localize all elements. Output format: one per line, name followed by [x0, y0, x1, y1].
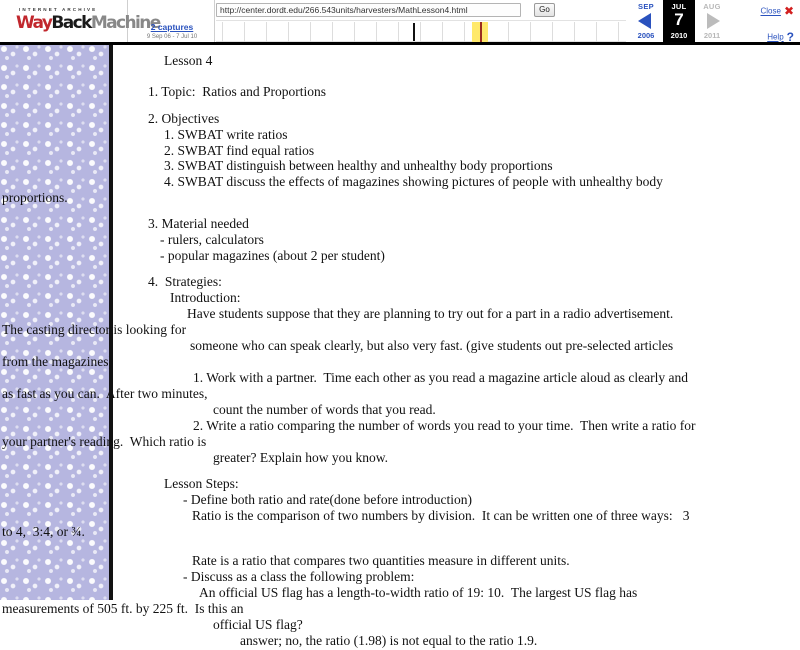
timeline-tick — [244, 22, 245, 42]
document-line: - Define both ratio and rate(done before introduction) — [183, 492, 473, 507]
help-link[interactable] — [767, 30, 794, 44]
document-line: 4. SWBAT discuss the effects of magazines showing pictures of people with unhealthy body — [164, 174, 663, 189]
wayback-machine-wordmark — [16, 13, 160, 33]
document-line: 3. SWBAT distinguish between healthy and unhealthy body proportions — [164, 158, 553, 173]
timeline-tick — [420, 22, 421, 42]
document-line: someone who can speak clearly, but also very fast. (give students out pre-selected articles — [190, 338, 674, 353]
next-capture-nav[interactable] — [696, 0, 728, 42]
timeline-tick — [354, 22, 355, 42]
captures-date-range: 9 Sep 06 - 7 Jul 10 — [146, 34, 198, 40]
document-line: count the number of words that you read. — [213, 402, 436, 417]
document-line: 1. Work with a partner. Time each other as you read a magazine article aloud as clearly and — [193, 370, 688, 385]
timeline-selected-capture-marker[interactable] — [480, 22, 482, 42]
current-year-label: 2010 — [670, 31, 688, 40]
current-day-label: 7 — [674, 10, 684, 29]
help-label: Help — [767, 32, 784, 42]
wordmark-machine: Machine — [90, 13, 160, 33]
capture-timeline[interactable] — [216, 20, 626, 42]
next-year-label: 2011 — [703, 31, 721, 40]
timeline-tick — [530, 22, 531, 42]
prev-month-label: SEP — [638, 2, 654, 11]
current-capture-date — [663, 0, 695, 42]
document-line: Lesson 4 — [164, 53, 213, 68]
timeline-tick — [596, 22, 597, 42]
document-line: 1. SWBAT write ratios — [164, 127, 288, 142]
url-input[interactable] — [216, 3, 521, 17]
lesson-document-body — [0, 45, 800, 648]
wayback-toolbar — [0, 0, 800, 45]
timeline-tick — [618, 22, 619, 42]
document-line: greater? Explain how you know. — [213, 450, 388, 465]
timeline-tick — [310, 22, 311, 42]
wordmark-way: Way — [16, 13, 52, 33]
url-bar — [216, 3, 556, 18]
document-line: your partner's reading. Which ratio is — [2, 434, 207, 449]
captures-count-link[interactable]: 2 captures — [150, 22, 194, 32]
document-line: - Discuss as a class the following problem: — [183, 569, 415, 584]
help-icon: ? — [786, 30, 794, 44]
document-line: from the magazines) — [2, 354, 113, 369]
timeline-tick — [508, 22, 509, 42]
wordmark-back: Back — [51, 13, 91, 33]
timeline-tick — [398, 22, 399, 42]
timeline-tick — [574, 22, 575, 42]
timeline-capture-marker[interactable] — [413, 23, 415, 41]
next-arrow-icon[interactable] — [707, 13, 720, 29]
timeline-tick — [442, 22, 443, 42]
internet-archive-label: INTERNET ARCHIVE — [19, 7, 98, 12]
prev-arrow-icon[interactable] — [638, 13, 651, 29]
document-line: 1. Topic: Ratios and Proportions — [148, 84, 327, 99]
document-line: - rulers, calculators — [160, 232, 264, 247]
close-label: Close — [760, 6, 781, 16]
archived-page-content — [0, 45, 800, 648]
prev-capture-nav[interactable] — [630, 0, 662, 42]
document-line: Rate is a ratio that compares two quantities measure in different units. — [192, 553, 570, 568]
next-month-label: AUG — [703, 2, 721, 11]
document-line: Have students suppose that they are planning to try out for a part in a radio advertisement. — [187, 306, 674, 321]
document-line: - popular magazines (about 2 per student) — [160, 248, 385, 263]
document-line: The casting director is looking for — [2, 322, 187, 337]
document-line: Introduction: — [170, 290, 241, 305]
current-month-label: JUL — [671, 2, 687, 11]
document-line: measurements of 505 ft. by 225 ft. Is this an — [2, 601, 244, 616]
document-line: An official US flag has a length-to-width ratio of 19: 10. The largest US flag has — [199, 585, 638, 600]
captures-summary — [129, 0, 215, 42]
timeline-tick — [376, 22, 377, 42]
document-line: 2. Write a ratio comparing the number of words you read to your time. Then write a ratio for — [193, 418, 696, 433]
close-toolbar-button[interactable] — [760, 4, 794, 18]
date-navigator — [630, 0, 740, 42]
timeline-tick — [266, 22, 267, 42]
document-line: Lesson Steps: — [164, 476, 239, 491]
go-button[interactable]: Go — [534, 3, 555, 17]
document-line: answer; no, the ratio (1.98) is not equal to the ratio 1.9. — [240, 633, 538, 648]
timeline-tick — [222, 22, 223, 42]
timeline-tick — [464, 22, 465, 42]
document-line: 2. Objectives — [148, 111, 220, 126]
timeline-tick — [288, 22, 289, 42]
timeline-tick — [332, 22, 333, 42]
close-icon: ✖ — [783, 4, 794, 18]
prev-year-label: 2006 — [637, 31, 655, 40]
document-line: Ratio is the comparison of two numbers by division. It can be written one of three ways: 3 — [192, 508, 690, 523]
document-line: to 4, 3:4, or ¾. — [2, 524, 85, 539]
document-line: as fast as you can. After two minutes, — [2, 386, 208, 401]
document-line: official US flag? — [213, 617, 303, 632]
document-line: proportions. — [2, 190, 68, 205]
timeline-tick — [552, 22, 553, 42]
document-line: 4. Strategies: — [148, 274, 222, 289]
wayback-logo[interactable] — [0, 0, 160, 42]
document-line: 3. Material needed — [148, 216, 249, 231]
document-line: 2. SWBAT find equal ratios — [164, 143, 315, 158]
